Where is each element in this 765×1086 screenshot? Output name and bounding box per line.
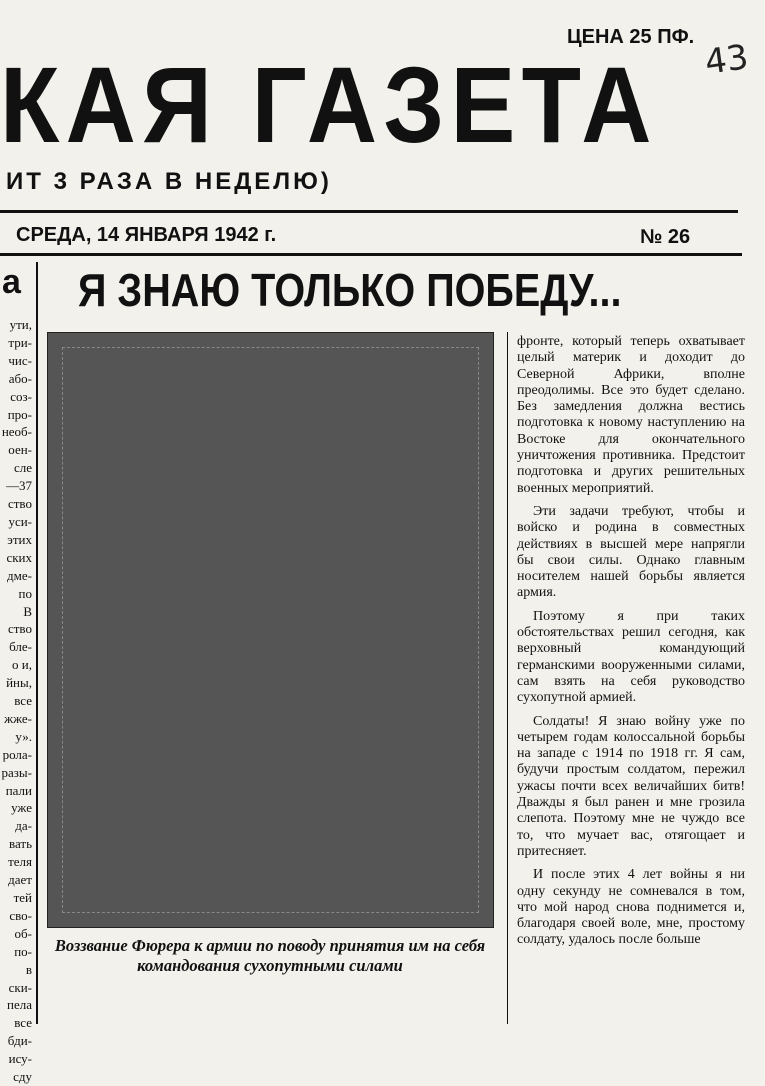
left-column-fragment: жже-	[4, 710, 32, 726]
left-column-fragment: в	[25, 961, 32, 977]
left-column-fragment: рола-	[2, 746, 32, 762]
column-divider	[36, 262, 38, 1024]
article-paragraph: И после этих 4 лет войны я ни одну секунду не сомневался в том, что мой народ снова поднимется и, благодаря своей воле, мне, простому солдату, удалось после больше	[517, 867, 745, 948]
left-column-fragment: уси-	[8, 513, 32, 529]
article-paragraph: Эти задачи требуют, чтобы и войско и родина в совместных действиях в высшей мере напрягли бы свои силы. Однако главным носителем нашей борьбы является армия.	[517, 503, 745, 601]
left-column-fragment: —37	[6, 478, 32, 494]
article-headline: Я ЗНАЮ ТОЛЬКО ПОБЕДУ...	[78, 264, 622, 316]
left-column-fragment: о и,	[12, 657, 32, 673]
left-column-fragment: по	[18, 585, 32, 601]
left-column-fragment: этих	[7, 531, 32, 547]
left-column-fragment: ису-	[8, 1051, 32, 1067]
left-column-fragment: сле	[13, 460, 32, 476]
left-column-fragment: ских	[6, 549, 32, 565]
left-column-fragment: у».	[15, 728, 32, 744]
masthead-title: КАЯ ГАЗЕТА	[0, 44, 658, 165]
left-column-fragment: тей	[13, 890, 32, 905]
left-column-fragment: необ-	[1, 424, 32, 440]
left-column-fragment: пела	[7, 997, 32, 1013]
price-label: ЦЕНА 25 ПФ.	[567, 26, 695, 48]
left-column-fragment: ство	[7, 496, 32, 512]
photo-placeholder-frame	[62, 347, 479, 913]
right-column-divider	[507, 332, 508, 1024]
left-column-fragment: уже	[11, 800, 32, 816]
left-column-fragment: ски-	[8, 979, 32, 995]
left-column-fragment: пали	[5, 782, 32, 798]
left-column-fragments	[0, 316, 34, 1086]
left-column-initial: а	[2, 263, 21, 301]
left-column-fragment: бди-	[7, 1033, 32, 1049]
bottom-rule	[0, 253, 742, 256]
dateline-issue: № 26	[640, 226, 691, 248]
photo-placeholder	[47, 332, 494, 928]
top-rule	[0, 210, 738, 213]
left-column-fragment: по-	[14, 943, 32, 959]
dateline-date: СРЕДА, 14 ЯНВАРЯ 1942 г.	[16, 224, 277, 246]
left-column-fragment: три-	[8, 334, 32, 350]
left-column-fragment: ути,	[9, 317, 32, 332]
archive-mark: 43	[702, 37, 751, 83]
left-column-fragment: теля	[8, 854, 32, 870]
article-paragraph: Поэтому я при таких обстоятельствах решил сегодня, как верховный командующий германскими вооруженными силами, сам взять на себя руководство сухопутной армией.	[517, 608, 745, 706]
left-column-fragment: все	[14, 1015, 32, 1031]
article-paragraph: фронте, который теперь охватывает целый материк и доходит до Северной Африки, вполне преодолимы. Все это будет сделано. Без замедления должна вестись подготовка к новому наступлению на Востоке для окончательного уничтожения противника. Предстоит подготовка и других решительных военных мероприятий.	[517, 334, 745, 496]
left-column-fragment: йны,	[6, 675, 32, 691]
left-column-fragment: або-	[8, 370, 32, 386]
left-column-fragment: про-	[7, 406, 32, 422]
article-body	[517, 334, 745, 956]
left-column-fragment: сду	[13, 1069, 32, 1085]
left-column-fragment: разы-	[1, 764, 32, 780]
photo-caption: Воззвание Фюрера к армии по поводу принятия им на себя командования сухопутными силами	[54, 936, 486, 975]
left-column-fragment: дает	[8, 872, 32, 888]
left-column-fragment: оен-	[8, 442, 32, 458]
left-column-fragment: да-	[15, 818, 32, 834]
left-column-fragment: все	[14, 693, 32, 709]
masthead-subtitle: ИТ 3 РАЗА В НЕДЕЛЮ)	[6, 168, 332, 195]
article-paragraph: Солдаты! Я знаю войну уже по четырем годам колоссальной борьбы на западе с 1914 по 1918 гг. Я сам, будучи простым солдатом, пережил ужасы почти всех величайших битв! Дважды я был ранен и мне грозила слепота. Поэтому мне не чуждо все то, что мучает вас, отягощает и притесняет.	[517, 713, 745, 859]
left-column-fragment: бле-	[9, 639, 32, 655]
left-column-fragment: сво-	[9, 907, 32, 923]
left-column-fragment: ство	[7, 621, 32, 637]
left-column-fragment: дме-	[7, 567, 32, 583]
left-column-fragment: вать	[8, 836, 32, 852]
left-column-fragment: соз-	[10, 388, 32, 404]
left-column-fragment: об-	[14, 925, 32, 941]
left-column-fragment: чис-	[8, 352, 32, 368]
left-column	[0, 262, 34, 1085]
left-column-fragment: В	[23, 603, 32, 619]
